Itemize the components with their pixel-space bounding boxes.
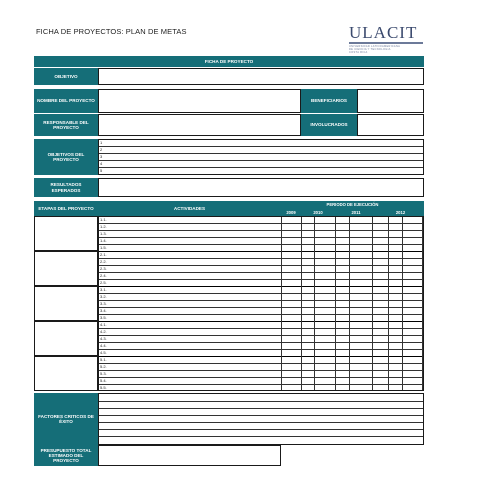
nombre-proyecto-field[interactable]: [98, 89, 301, 113]
objetivo-field[interactable]: [98, 68, 424, 85]
grid-row-line: [99, 349, 423, 350]
activity-num: 3.2.: [100, 294, 107, 299]
activity-num: 1.1.: [100, 217, 107, 222]
logo-divider: [349, 42, 423, 44]
grid-row-line: [99, 230, 423, 231]
grid-row-line: [99, 300, 423, 301]
activity-num: 2.1.: [100, 252, 107, 257]
beneficiarios-field[interactable]: [357, 89, 424, 113]
grid-row-line: [99, 328, 423, 329]
activity-num: 1.4.: [100, 238, 107, 243]
label-actividades: ACTIVIDADES: [98, 201, 281, 216]
label-presupuesto: PRESUPUESTO TOTAL ESTIMADO DEL PROYECTO: [34, 445, 98, 466]
logo-subtitle-3: COSTA RICA: [349, 50, 368, 54]
etapa-cell[interactable]: [34, 321, 98, 356]
grid-row-line: [99, 223, 423, 224]
activity-num: 4.3.: [100, 336, 107, 341]
grid-row-line: [99, 370, 423, 371]
activity-num: 2.2.: [100, 259, 107, 264]
grid-col-line: [388, 217, 389, 390]
grid-row-line: [99, 356, 423, 357]
activity-num: 3.4.: [100, 308, 107, 313]
activity-num: 1.3.: [100, 231, 107, 236]
year-label: 2009: [286, 210, 296, 215]
label-factores: FACTORES CRITICOS DE ÉXITO: [34, 393, 98, 445]
grid-row-line: [99, 342, 423, 343]
objetivo-num: 1: [100, 140, 103, 145]
year-label: 2011: [351, 210, 361, 215]
activity-num: 5.3.: [100, 371, 107, 376]
label-etapas: ETAPAS DEL PROYECTO: [34, 201, 98, 216]
objetivos-list[interactable]: [98, 139, 424, 175]
label-objetivos-proyecto: OBJETIVOS DEL PROYECTO: [34, 139, 98, 175]
activity-num: 4.1.: [100, 322, 107, 327]
year-label: 2010: [313, 210, 323, 215]
ulacit-logo: [349, 24, 425, 56]
activity-num: 4.4.: [100, 343, 107, 348]
grid-col-line: [422, 217, 423, 390]
page-title: FICHA DE PROYECTOS: PLAN DE METAS: [36, 27, 187, 36]
activity-num: 1.5.: [100, 245, 107, 250]
grid-row-line: [99, 258, 423, 259]
logo-wordmark: ULACIT: [349, 23, 418, 42]
objetivo-num: 3: [100, 154, 103, 159]
activity-num: 5.2.: [100, 364, 107, 369]
grid-col-line: [372, 217, 373, 390]
label-beneficiarios: BENEFICIARIOS: [301, 89, 357, 113]
grid-row-line: [99, 279, 423, 280]
year-label: 2012: [395, 210, 406, 215]
presupuesto-field[interactable]: [98, 445, 281, 466]
grid-col-line: [314, 217, 315, 390]
grid-row-line: [99, 265, 423, 266]
grid-row-line: [99, 363, 423, 364]
activity-num: 1.2.: [100, 224, 107, 229]
etapa-cell[interactable]: [34, 216, 98, 251]
activities-grid[interactable]: [98, 216, 424, 391]
grid-row-line: [99, 244, 423, 245]
activity-num: 5.1.: [100, 357, 107, 362]
etapa-cell[interactable]: [34, 251, 98, 286]
logo-subtitle-1: UNIVERSIDAD LATINOAMERICANA: [349, 44, 401, 48]
grid-row-line: [99, 286, 423, 287]
grid-row-line: [99, 251, 423, 252]
grid-row-line: [99, 237, 423, 238]
label-responsable: RESPONSABLE DEL PROYECTO: [34, 114, 98, 136]
grid-row-line: [99, 307, 423, 308]
activity-num: 3.1.: [100, 287, 107, 292]
logo-subtitle-2: DE CIENCIA Y TECNOLOGIA: [349, 47, 391, 51]
grid-row-line: [99, 335, 423, 336]
activity-num: 3.3.: [100, 301, 107, 306]
grid-col-line: [335, 217, 336, 390]
label-involucrados: INVOLUCRADOS: [301, 114, 357, 136]
grid-row-line: [99, 377, 423, 378]
responsable-field[interactable]: [98, 114, 301, 136]
label-periodo: PERIODO DE EJECUCIÓN: [281, 201, 424, 209]
grid-col-line: [301, 217, 302, 390]
activity-num: 2.4.: [100, 273, 107, 278]
activity-num: 2.3.: [100, 266, 107, 271]
grid-row-line: [99, 384, 423, 385]
grid-row-line: [99, 321, 423, 322]
grid-col-line: [349, 217, 350, 390]
factores-field[interactable]: [98, 393, 424, 445]
grid-row-line: [99, 293, 423, 294]
grid-col-line: [402, 217, 403, 390]
resultados-field[interactable]: [98, 178, 424, 197]
grid-row-line: [99, 272, 423, 273]
grid-row-line: [99, 314, 423, 315]
grid-col-line: [281, 217, 282, 390]
activity-num: 5.5.: [100, 385, 107, 390]
etapa-cell[interactable]: [34, 356, 98, 391]
activity-num: 4.2.: [100, 329, 107, 334]
label-nombre-proyecto: NOMBRE DEL PROYECTO: [34, 89, 98, 113]
objetivo-num: 4: [100, 161, 103, 166]
years-header: [281, 209, 424, 216]
activity-num: 3.5.: [100, 315, 107, 320]
activity-num: 2.5.: [100, 280, 107, 285]
form-banner: FICHA DE PROYECTO: [34, 56, 424, 67]
activity-num: 4.5.: [100, 350, 107, 355]
objetivo-num: 5: [100, 168, 103, 173]
objetivo-num: 2: [100, 147, 103, 152]
label-objetivo: OBJETIVO: [34, 68, 98, 85]
etapa-cell[interactable]: [34, 286, 98, 321]
label-resultados: RESULTADOS ESPERADOS: [34, 178, 98, 197]
project-form: [34, 56, 424, 466]
activity-num: 5.4.: [100, 378, 107, 383]
involucrados-field[interactable]: [357, 114, 424, 136]
